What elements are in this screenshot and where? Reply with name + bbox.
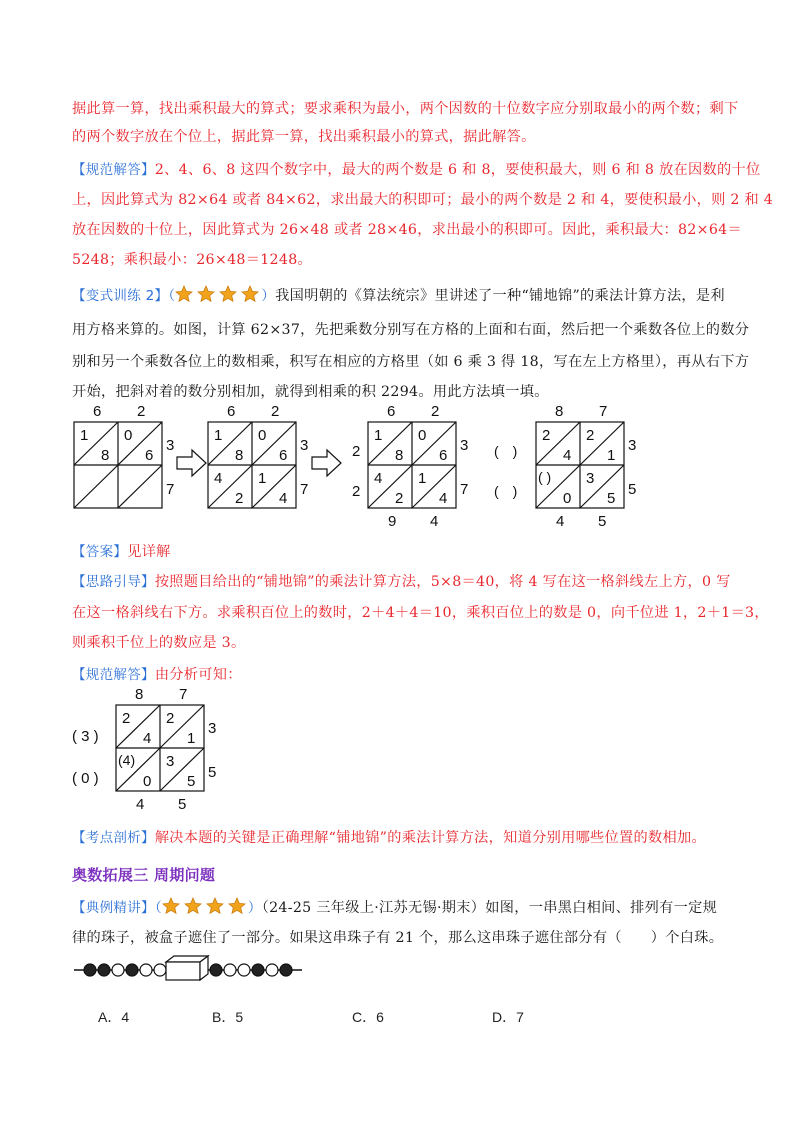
g4-left-1: ( ): [494, 443, 518, 459]
g1-right-1: 3: [166, 437, 175, 454]
solution1-text1: 2、4、6、8 这四个数字中，最大的两个数是 6 和 8，要使积最大，则 6 和 8 放在因数的十位: [154, 162, 761, 178]
g3-cell-2b: 6: [439, 447, 448, 464]
choice-a: A．4: [98, 1009, 130, 1025]
g2-cell-3a: 4: [214, 470, 223, 487]
g5-cell-2a: 2: [166, 710, 175, 727]
thinking-line3: 则乘积千位上的数应是 3。: [72, 635, 246, 651]
g2-cell-1a: 1: [214, 427, 223, 444]
choice-b: B．5: [212, 1009, 244, 1025]
g4-bottom-2: 5: [598, 513, 607, 530]
lattice-grids-figure: [40, 400, 740, 530]
lattice-grids-row: [40, 400, 740, 530]
answer-tag: 【答案】: [72, 544, 128, 560]
para1-line2: 的两个数字放在个位上，据此算一算，找出乘积最小的算式，据此解答。: [72, 129, 536, 145]
example-stars-open: （: [154, 900, 162, 916]
g5-cell-1a: 2: [122, 710, 131, 727]
g5-cell-3b: 0: [143, 773, 152, 790]
star-rating-icon: [175, 285, 261, 303]
g2-right-2: 7: [300, 481, 309, 498]
solution-lattice-figure: [66, 685, 246, 815]
g5-left-2: ( 0 ): [72, 770, 99, 787]
g5-cell-1b: 4: [143, 730, 152, 747]
g5-cell-4a: 3: [166, 753, 175, 770]
solution1-tag: 【规范解答】: [72, 162, 155, 178]
solution-grid: [66, 685, 246, 815]
beads-figure: [72, 952, 312, 986]
choice-d: D．7: [492, 1009, 524, 1025]
g3-cell-4a: 1: [418, 470, 427, 487]
g4-top-1: 8: [555, 403, 564, 420]
section-title: 奥数拓展三 周期问题: [72, 866, 216, 884]
thinking-text1: 按照题目给出的“铺地锦”的乘法计算方法，5×8＝40，将 4 写在这一格斜线左上方，0 写: [154, 574, 731, 590]
difficulty-stars: [175, 285, 261, 311]
g4-bottom-1: 4: [556, 513, 565, 530]
example-line2: 律的珠子，被盒子遮住了一部分。如果这串珠子有 21 个，那么这串珠子遮住部分有（ ）个白珠。: [72, 930, 724, 946]
g5-cell-4b: 5: [187, 773, 196, 790]
variant-line2: 用方格来算的。如图，计算 62×37，先把乘数分别写在方格的上面和右面，然后把一个乘数各位上的数分: [72, 322, 750, 338]
g4-cell-3a: ( ): [538, 469, 552, 485]
g4-right-1: 3: [628, 437, 637, 454]
g3-right-1: 3: [460, 437, 469, 454]
g4-cell-4a: 3: [586, 470, 595, 487]
g2-top-1: 6: [227, 403, 236, 420]
g5-left-1: ( 3 ): [72, 728, 99, 745]
bead-string-icon: [72, 952, 312, 986]
analysis-tag: 【考点剖析】: [72, 830, 155, 846]
g1-top-1: 6: [93, 403, 102, 420]
g5-right-2: 5: [208, 764, 217, 781]
example-line1: [72, 896, 732, 923]
g3-cell-1a: 1: [374, 427, 383, 444]
g4-left-2: ( ): [494, 483, 518, 499]
choice-c: C．6: [352, 1009, 384, 1025]
answer-line: [72, 540, 732, 564]
g1-cell-b: 8: [101, 447, 110, 464]
g1-cell-a: 1: [80, 427, 89, 444]
g5-top-2: 7: [179, 686, 188, 703]
g1-top-2: 2: [137, 403, 146, 420]
analysis-line: [72, 826, 732, 850]
analysis-text: 解决本题的关键是正确理解“铺地锦”的乘法计算方法，知道分别用哪些位置的数相加。: [154, 830, 706, 846]
solution2-text: 由分析可知：: [154, 667, 242, 683]
thinking-tag: 【思路引导】: [72, 574, 155, 590]
g2-cell-1b: 8: [235, 447, 244, 464]
g3-top-1: 6: [387, 403, 396, 420]
g1-right-2: 7: [166, 481, 175, 498]
g5-cell-3a: (4): [118, 752, 136, 768]
g3-top-2: 2: [431, 403, 440, 420]
g3-cell-1b: 8: [395, 447, 404, 464]
g3-left-2: 2: [352, 483, 361, 500]
variant-line3: 别和另一个乘数各位上的数相乘，积写在相应的方格里（如 6 乘 3 得 18，写在左上方格里），再从右下方: [72, 354, 750, 370]
variant-line4: 开始，把斜对着的数分别相加，就得到相乘的积 2294。用此方法填一填。: [72, 384, 549, 400]
g3-cell-3a: 4: [374, 470, 383, 487]
variant-text1: 我国明朝的《算法统宗》里讲述了一种“铺地锦”的乘法计算方法，是利: [275, 288, 725, 304]
g5-bottom-1: 4: [136, 796, 145, 813]
g1-cell-c: 0: [124, 427, 133, 444]
g5-bottom-2: 5: [178, 796, 187, 813]
g2-top-2: 2: [271, 403, 280, 420]
g4-cell-1b: 4: [563, 447, 572, 464]
g4-right-2: 5: [628, 481, 637, 498]
star-rating-icon: [162, 897, 248, 915]
example-stars-close: ）: [247, 900, 262, 916]
g4-cell-2a: 2: [586, 427, 595, 444]
g2-cell-4a: 1: [258, 470, 267, 487]
variant-line1: [72, 284, 732, 311]
g3-left-1: 2: [352, 443, 361, 460]
solution1-line2: 上，因此算式为 82×64 或者 84×62，求出最大的积即可；最小的两个数是 2 和 4，要使积最小，则 2 和 4: [72, 192, 774, 208]
solution2-tag: 【规范解答】: [72, 667, 155, 683]
g4-top-2: 7: [599, 403, 608, 420]
g4-cell-1a: 2: [542, 427, 551, 444]
g5-cell-2b: 1: [187, 730, 196, 747]
g3-cell-2a: 0: [418, 427, 427, 444]
g3-bottom-2: 4: [430, 513, 439, 530]
variant-tag: 【变式训练 2】: [72, 288, 169, 304]
g4-cell-2b: 1: [607, 447, 616, 464]
solution2-line: [72, 663, 732, 687]
g4-cell-4b: 5: [607, 490, 616, 507]
para1-line1: 据此算一算，找出乘积最大的算式；要求乘积为最小，两个因数的十位数字应分别取最小的两个数；剩下: [72, 101, 739, 117]
solution1-line3: 放在因数的十位上，因此算式为 26×48 或者 28×46，求出最小的积即可。因此，乘积最大：82×64＝: [72, 222, 742, 238]
g2-right-1: 3: [300, 437, 309, 454]
g2-cell-2a: 0: [258, 427, 267, 444]
g3-bottom-1: 9: [388, 513, 397, 530]
solution1-line4: 5248；乘积最小：26×48＝1248。: [72, 252, 313, 268]
g5-top-1: 8: [135, 686, 144, 703]
variant-stars-close: ）: [261, 288, 276, 304]
variant-stars-open: （: [168, 288, 176, 304]
g1-cell-d: 6: [145, 447, 154, 464]
thinking-line1: [72, 570, 732, 594]
g2-cell-4b: 4: [279, 490, 288, 507]
example-difficulty-stars: [162, 897, 248, 923]
g3-cell-4b: 4: [439, 490, 448, 507]
g4-cell-3b: 0: [563, 490, 572, 507]
g3-cell-3b: 2: [395, 490, 404, 507]
solution1-line1: [72, 158, 761, 182]
thinking-line2: 在这一格斜线右下方。求乘积百位上的数时，2＋4＋4＝10，乘积百位上的数是 0，向千位进 1，2＋1＝3，: [72, 605, 769, 621]
g2-cell-2b: 6: [279, 447, 288, 464]
example-text1: （24-25 三年级上·江苏无锡·期末）如图，一串黑白相间、排列有一定规: [261, 900, 718, 916]
example-tag: 【典例精讲】: [72, 900, 155, 916]
g5-right-1: 3: [208, 720, 217, 737]
g2-cell-3b: 2: [235, 490, 244, 507]
g3-right-2: 7: [460, 481, 469, 498]
answer-text: 见详解: [127, 544, 171, 560]
